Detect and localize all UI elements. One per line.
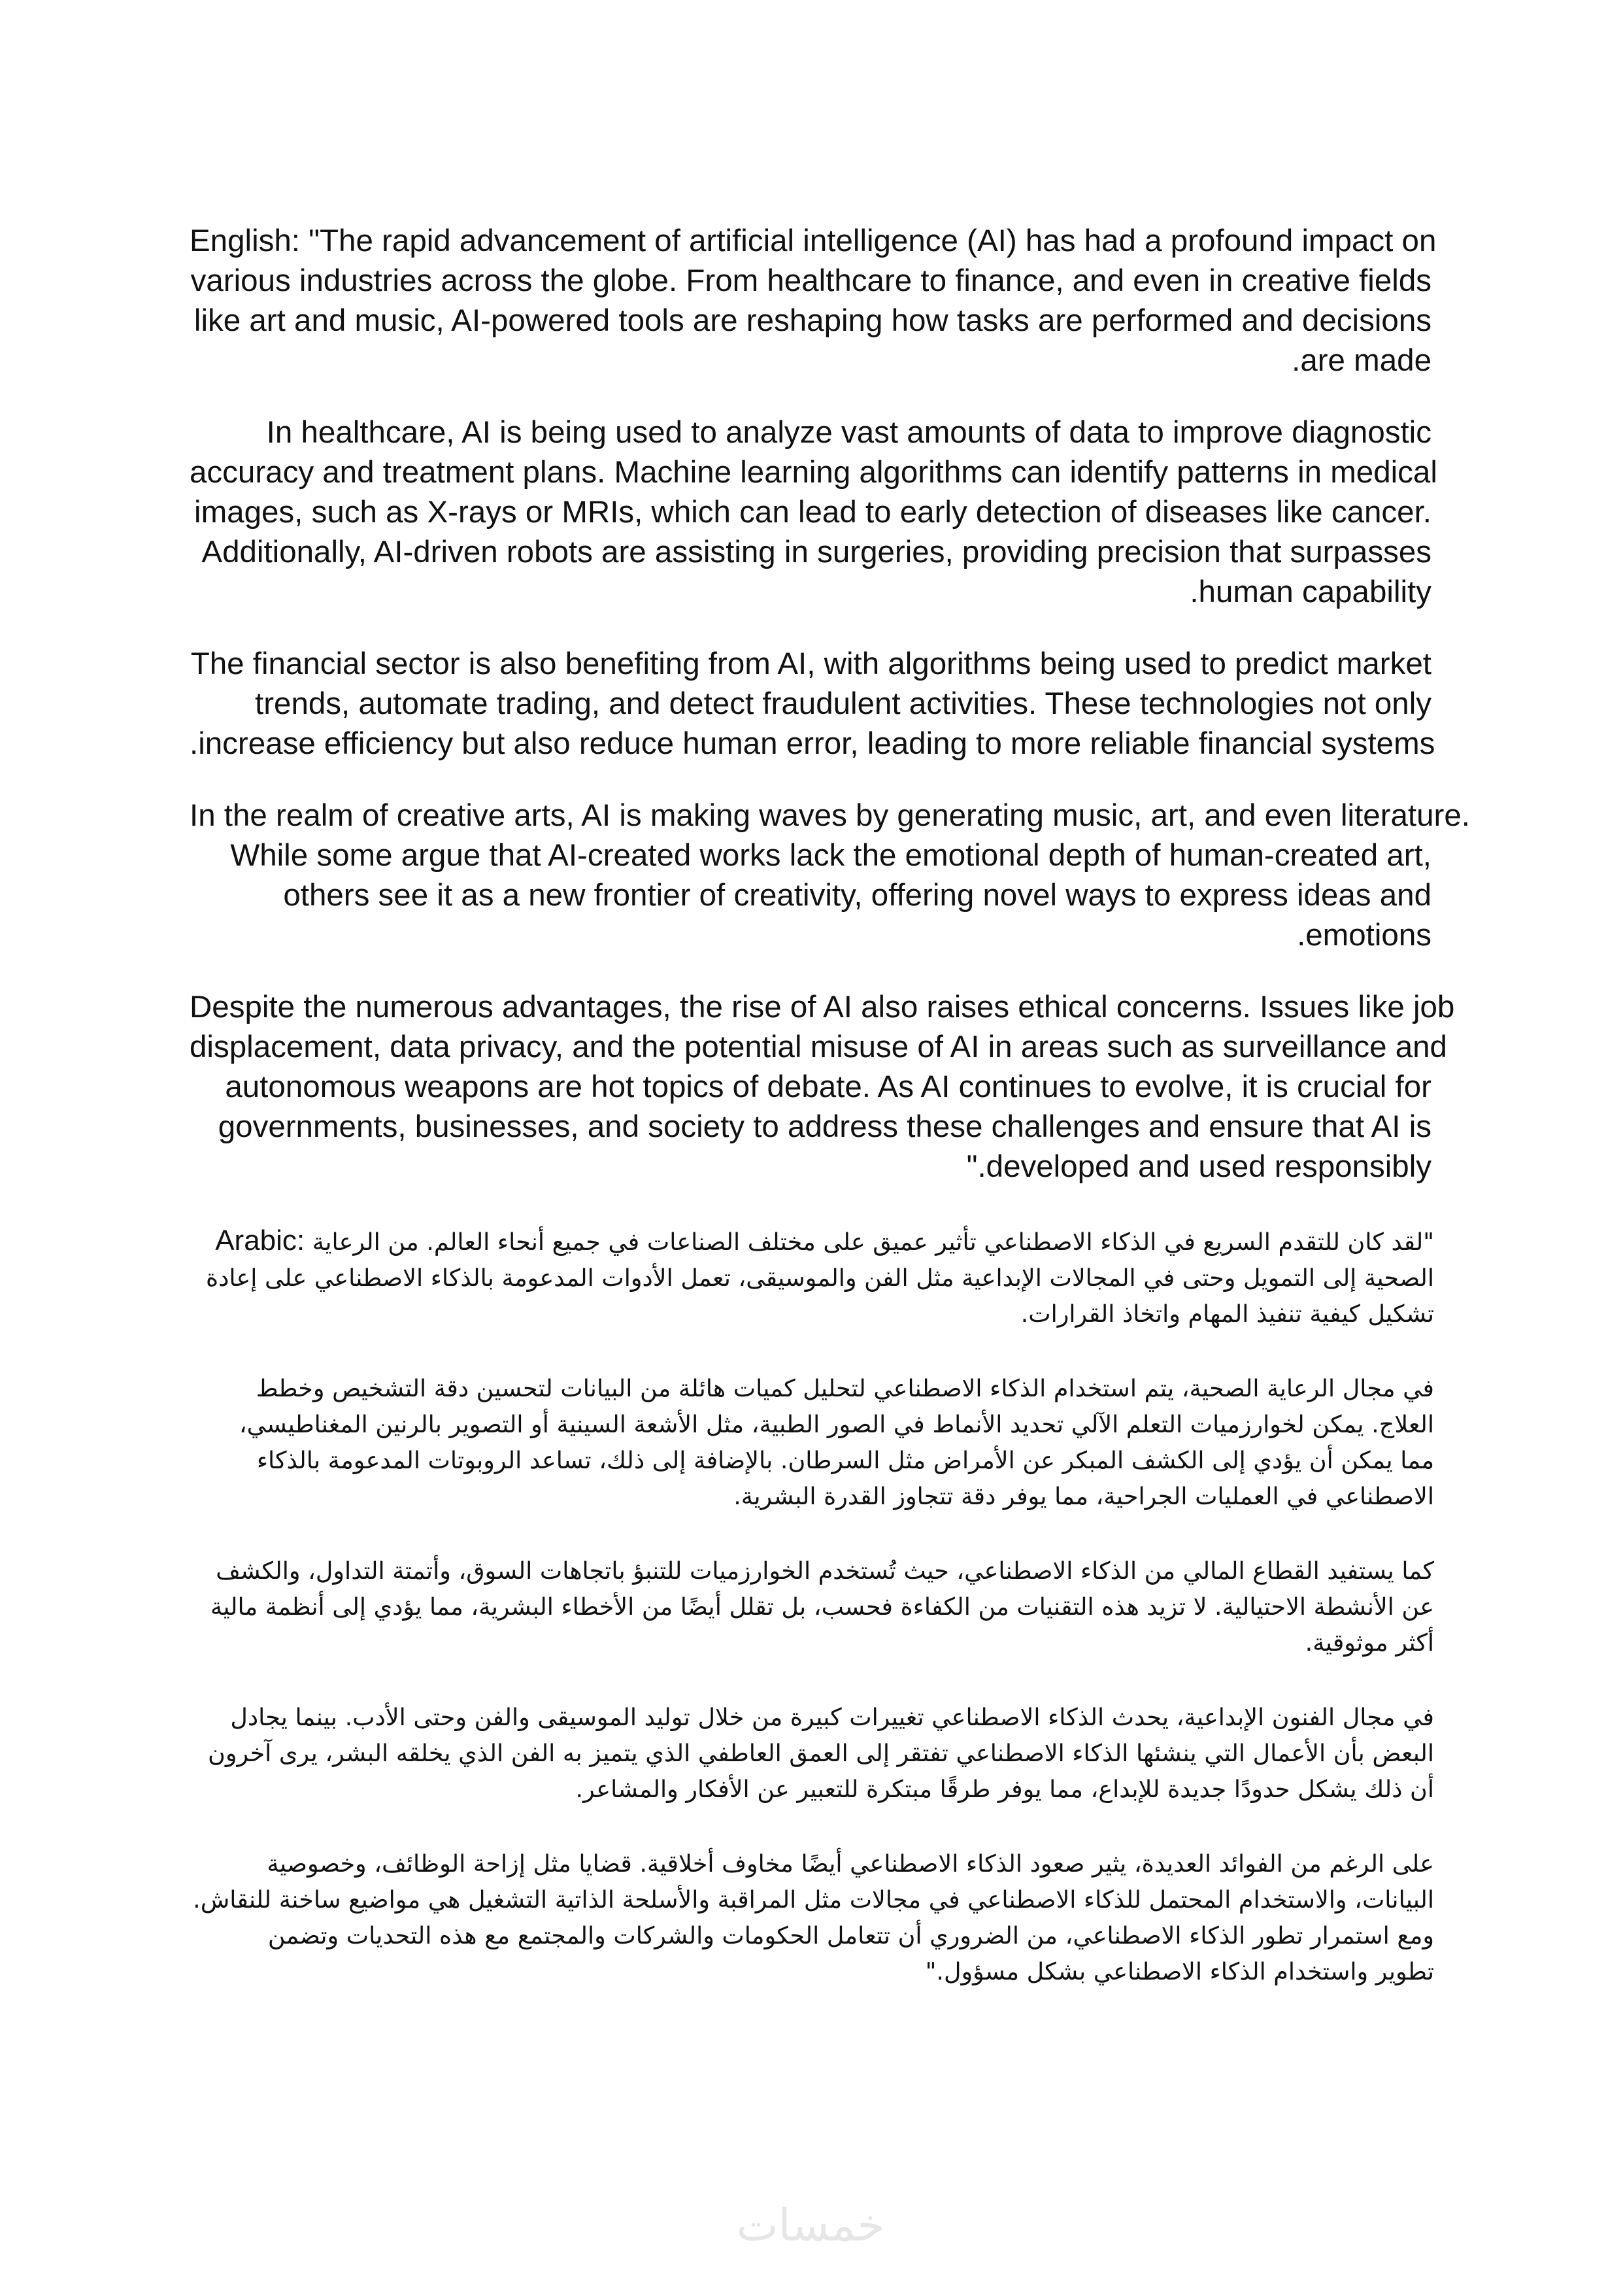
watermark-logo: خمسات	[736, 2200, 885, 2252]
text-line: البيانات، والاستخدام المحتمل للذكاء الاصطناعي في مجالات مثل المراقبة والأسلحة الذاتية التشغيل هي مواضيع ساخنة للنقاش.	[193, 1885, 1434, 1914]
english-paragraph-5	[190, 987, 1455, 1187]
arabic-paragraph-5	[193, 1846, 1434, 1989]
text-line: While some argue that AI-created works lack the emotional depth of human-created art,	[230, 838, 1431, 873]
text-line: like art and music, AI-powered tools are reshaping how tasks are performed and decisions	[193, 303, 1431, 338]
text-line: البعض بأن الأعمال التي ينشئها الذكاء الاصطناعي تفتقر إلى العمق العاطفي الذي يتميز به الفن الذي يخلقه البشر، يرى آخرون	[208, 1739, 1434, 1767]
text-line: .increase efficiency but also reduce human error, leading to more reliable financial systems	[190, 726, 1435, 761]
text-line: Despite the numerous advantages, the rise of AI also raises ethical concerns. Issues like job	[190, 990, 1455, 1024]
text-line: In healthcare, AI is being used to analyze vast amounts of data to improve diagnostic	[266, 415, 1431, 450]
text-line: various industries across the globe. From healthcare to finance, and even in creative fields	[190, 263, 1431, 298]
text-line: تشكيل كيفية تنفيذ المهام واتخاذ القرارات.	[1020, 1300, 1434, 1328]
text-line: images, such as X-rays or MRIs, which can lead to early detection of diseases like cancer.	[194, 495, 1431, 530]
text-line: على الرغم من الفوائد العديدة، يثير صعود الذكاء الاصطناعي أيضًا مخاوف أخلاقية. قضايا مثل إزاحة الوظائف، وخصوصية	[267, 1849, 1434, 1878]
text-line: .are made	[1292, 343, 1431, 378]
text-line: الصحية إلى التمويل وحتى في المجالات الإبداعية مثل الفن والموسيقى، تعمل الأدوات المدعومة بالذكاء الاصطناعي على إعادة	[205, 1264, 1434, 1292]
text-line: الاصطناعي في العمليات الجراحية، مما يوفر دقة تتجاوز القدرة البشرية.	[733, 1482, 1434, 1510]
text-line: أن ذلك يشكل حدودًا جديدة للإبداع، مما يوفر طرقًا مبتكرة للتعبير عن الأفكار والمشاعر.	[575, 1775, 1434, 1803]
text-line: عن الأنشطة الاحتيالية. لا تزيد هذه التقنيات من الكفاءة فحسب، بل تقلل أيضًا من الأخطاء البشرية، مما يؤدي إلى أنظمة مالية	[210, 1593, 1434, 1621]
arabic-first-line	[208, 1223, 1434, 1260]
text-line: .human capability	[1190, 575, 1431, 609]
text-line: في مجال الفنون الإبداعية، يحدث الذكاء الاصطناعي تغييرات كبيرة من خلال توليد الموسيقى والفن وحتى الأدب. بينما يجادل	[230, 1703, 1434, 1731]
text-line: العلاج. يمكن لخوارزميات التعلم الآلي تحديد الأنماط في الصور الطبية، مثل الأشعة السينية أو التصوير بالرنين المغناطيسي،	[239, 1410, 1434, 1438]
text-line: في مجال الرعاية الصحية، يتم استخدام الذكاء الاصطناعي لتحليل كميات هائلة من البيانات لتحسين دقة التشخيص وخطط	[256, 1374, 1434, 1402]
arabic-paragraph-3	[208, 1553, 1434, 1661]
text-line: Additionally, AI-driven robots are assisting in surgeries, providing precision that surpasses	[201, 535, 1431, 569]
text-line: others see it as a new frontier of creativity, offering novel ways to express ideas and	[283, 878, 1431, 913]
text-line: autonomous weapons are hot topics of debate. As AI continues to evolve, it is crucial for	[225, 1070, 1431, 1104]
text-line: تطوير واستخدام الذكاء الاصطناعي بشكل مسؤول."	[925, 1957, 1434, 1985]
arabic-paragraph-2	[208, 1370, 1434, 1514]
text-line: displacement, data privacy, and the potential misuse of AI in areas such as surveillance and	[190, 1030, 1447, 1064]
text-line: governments, businesses, and society to address these challenges and ensure that AI is	[218, 1109, 1431, 1144]
english-paragraph-4	[190, 796, 1470, 955]
text-line: English: "The rapid advancement of artificial intelligence (AI) has had a profound impact on	[190, 224, 1437, 258]
english-paragraph-2	[190, 413, 1437, 612]
text-line: In the realm of creative arts, AI is making waves by generating music, art, and even literature.	[190, 798, 1470, 833]
arabic-paragraph-1	[205, 1223, 1434, 1332]
text-line: ومع استمرار تطور الذكاء الاصطناعي، من الضروري أن تتعامل الحكومات والشركات والمجتمع مع هذه التحديات وتضمن	[267, 1921, 1434, 1950]
arabic-paragraph-4	[208, 1699, 1434, 1807]
text-line: ".developed and used responsibly	[966, 1149, 1431, 1184]
english-section	[190, 221, 1470, 1219]
english-paragraph-3	[190, 644, 1435, 764]
text-line: The financial sector is also benefiting from AI, with algorithms being used to predict market	[190, 647, 1431, 681]
arabic-label: Arabic:	[215, 1224, 305, 1257]
text-line: أكثر موثوقية.	[1305, 1629, 1434, 1657]
arabic-section	[193, 1223, 1434, 2028]
english-paragraph-1	[190, 221, 1437, 380]
text-line: "لقد كان للتقدم السريع في الذكاء الاصطناعي تأثير عميق على مختلف الصناعات في جميع أنحاء العالم. من الرعاية	[312, 1228, 1434, 1256]
text-line: accuracy and treatment plans. Machine learning algorithms can identify patterns in medical	[190, 455, 1437, 490]
text-line: .emotions	[1297, 918, 1431, 953]
text-line: مما يمكن أن يؤدي إلى الكشف المبكر عن الأمراض مثل السرطان. بالإضافة إلى ذلك، تساعد الروبوتات المدعومة بالذكاء	[256, 1446, 1434, 1474]
text-line: trends, automate trading, and detect fraudulent activities. These technologies not only	[255, 686, 1431, 721]
text-line: كما يستفيد القطاع المالي من الذكاء الاصطناعي، حيث تُستخدم الخوارزميات للتنبؤ باتجاهات السوق، وأتمتة التداول، والكشف	[216, 1557, 1434, 1585]
